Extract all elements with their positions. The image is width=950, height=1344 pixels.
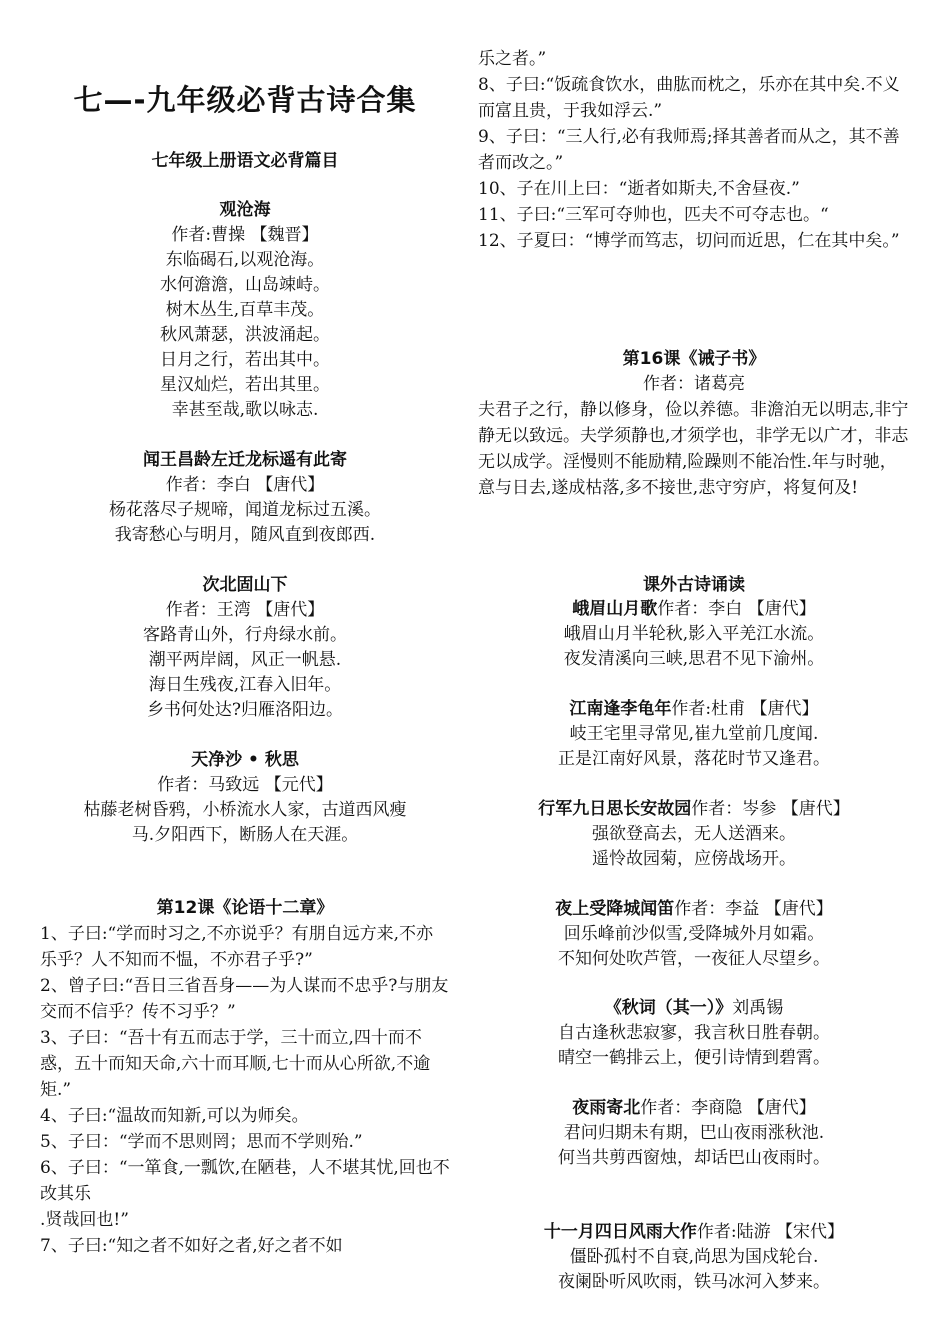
poem-tian-jing-sha	[40, 747, 450, 848]
poem-author: 作者：李商隐 【唐代】	[640, 1098, 816, 1118]
poem-line: 马.夕阳西下，断肠人在天涯。	[131, 825, 359, 845]
poem-line: 东临碣石,以观沧海。	[165, 250, 325, 270]
poem-author: 作者:曹操 【魏晋】	[171, 225, 319, 245]
poem-line: 我寄愁心与明月，随风直到夜郎西.	[114, 525, 376, 545]
lunyu-paragraph: 1、子曰:“学而时习之,不亦说乎？有朋自远方来,不亦乐乎？人不知而不愠，不亦君子乎?”	[40, 924, 434, 970]
poem-author: 作者:陆游 【宋代】	[696, 1222, 845, 1242]
poem-author: 作者：李益 【唐代】	[674, 899, 833, 919]
lunyu-paragraph: 5、子曰：“学而不思则罔；思而不学则殆.”	[40, 1132, 363, 1152]
lunyu-paragraph: .贤哉回也!”	[40, 1210, 129, 1230]
poem-line: 杨花落尽子规啼，闻道龙标过五溪。	[109, 500, 381, 520]
lunyu-paragraph: 乐之者。”	[478, 49, 547, 69]
extra-poem-fengyu	[478, 1220, 910, 1295]
poem-line: 僵卧孤村不自衰,尚思为国戍轮台.	[569, 1247, 819, 1267]
poem-line: 海日生残夜,江春入旧年。	[148, 675, 342, 695]
lunyu-paragraph: 11、子曰:“三军可夺帅也，匹夫不可夺志也。“	[478, 205, 829, 225]
poem-line: 不知何处吹芦管，一夜征人尽望乡。	[558, 949, 830, 969]
poem-line: 何当共剪西窗烛，却话巴山夜雨时。	[558, 1148, 830, 1168]
poem-line: 岐王宅里寻常见,崔九堂前几度闻.	[569, 724, 819, 744]
poem-line: 正是江南好风景，落花时节又逢君。	[558, 749, 830, 769]
poem-author: 作者：岑参 【唐代】	[691, 799, 850, 819]
poem-line: 日月之行，若出其中。	[160, 350, 330, 370]
extra-poem-xingjun	[478, 797, 910, 872]
poem-line: 峨眉山月半轮秋,影入平羌江水流。	[563, 624, 825, 644]
extra-poem-emei	[478, 597, 910, 672]
poem-line: 树木丛生,百草丰茂。	[165, 300, 325, 320]
poem-line: 遥怜故园菊，应傍战场开。	[592, 849, 796, 869]
poem-author: 作者：王湾 【唐代】	[165, 600, 325, 620]
poem-line: 秋风萧瑟，洪波涌起。	[160, 325, 330, 345]
lunyu-paragraph: 10、子在川上曰：“逝者如斯夫,不舍昼夜.”	[478, 179, 800, 199]
poem-line: 乡书何处达?归雁洛阳边。	[146, 700, 344, 720]
lunyu-paragraph: 8、子曰:“饭疏食饮水，曲肱而枕之，乐亦在其中矣.不义而富且贵，于我如浮云.”	[478, 75, 900, 121]
poem-line: 幸甚至哉,歌以咏志.	[171, 400, 319, 420]
poem-title: 江南逢李龟年	[569, 699, 672, 719]
poem-header	[478, 1220, 910, 1245]
jiezi-author: 作者：诸葛亮	[643, 374, 745, 394]
lunyu-title: 第12课《论语十二章》	[156, 898, 334, 918]
lunyu-paragraph: 6、子曰：“一箪食,一瓢饮,在陋巷，人不堪其忧,回也不改其乐	[40, 1158, 450, 1204]
poem-line: 回乐峰前沙似雪,受降城外月如霜。	[563, 924, 825, 944]
poem-line: 客路青山外，行舟绿水前。	[143, 625, 347, 645]
lunyu-paragraph: 2、曾子曰:“吾日三省吾身——为人谋而不忠乎?与朋友交而不信乎？传不习乎？”	[40, 976, 449, 1022]
poem-title: 行军九日思长安故园	[538, 799, 692, 819]
poem-title: 峨眉山月歌	[572, 599, 658, 619]
poem-author: 作者：李白 【唐代】	[165, 475, 325, 495]
lunyu-section	[40, 895, 450, 1259]
jiezi-section	[478, 346, 910, 501]
extra-poem-qiuci	[478, 996, 910, 1071]
poem-title: 天净沙 • 秋思	[191, 750, 299, 770]
poem-line: 君问归期未有期，巴山夜雨涨秋池.	[563, 1123, 825, 1143]
poem-title: 《秋词（其一）》	[604, 998, 733, 1018]
poem-wen-wang-changling	[40, 447, 450, 548]
poem-author: 作者：马致远 【元代】	[157, 775, 333, 795]
jiezi-text: 夫君子之行，静以修身，俭以养德。非澹泊无以明志,非宁静无以致远。夫学须静也,才须学也，非学无以广才，非志无以成学。淫慢则不能励精,险躁则不能冶性.年与时驰，意与日去,遂成枯落,多不接世,悲守穷庐，将复何及!	[478, 400, 909, 498]
lunyu-paragraph: 3、子曰：“吾十有五而志于学，三十而立,四十而不惑，五十而知天命,六十而耳顺,七十而从心所欲,不逾矩.”	[40, 1028, 431, 1100]
poem-author: 作者：李白 【唐代】	[657, 599, 816, 619]
poem-author: 刘禹锡	[732, 998, 784, 1018]
poem-line: 枯藤老树昏鸦，小桥流水人家，古道西风瘦	[83, 800, 407, 820]
jiezi-title: 第16课《诫子书》	[622, 349, 766, 369]
poem-line: 水何澹澹，山岛竦峙。	[160, 275, 330, 295]
poem-line: 夜阑卧听风吹雨，铁马冰河入梦来。	[558, 1272, 830, 1292]
extra-poem-jiangnan	[478, 697, 910, 772]
poem-title: 十一月四日风雨大作	[543, 1222, 697, 1242]
extra-heading: 课外古诗诵读	[643, 575, 745, 595]
poem-line: 自古逢秋悲寂寥，我言秋日胜春朝。	[558, 1023, 830, 1043]
poem-line: 夜发清溪向三峡,思君不见下渝州。	[563, 649, 825, 669]
poem-ci-bei-gu-shan	[40, 572, 450, 723]
poem-guan-cang-hai	[40, 197, 450, 423]
extra-poem-yeyu	[478, 1096, 910, 1171]
poem-header	[478, 996, 910, 1021]
lunyu-paragraph: 9、子曰：“三人行,必有我师焉;择其善者而从之，其不善者而改之。”	[478, 127, 900, 173]
poem-title: 夜上受降城闻笛	[555, 899, 675, 919]
poem-title: 观沧海	[219, 200, 271, 220]
poem-header	[478, 597, 910, 622]
poem-author: 作者:杜甫 【唐代】	[671, 699, 819, 719]
section-heading: 七年级上册语文必背篇目	[151, 151, 339, 171]
poem-title: 闻王昌龄左迁龙标遥有此寄	[143, 450, 347, 470]
lunyu-paragraph: 7、子曰:“知之者不如好之者,好之者不如	[40, 1236, 343, 1256]
poem-header	[478, 897, 910, 922]
poem-title: 夜雨寄北	[572, 1098, 641, 1118]
extra-poem-shouxiangcheng	[478, 897, 910, 972]
lunyu-paragraph: 4、子曰:“温故而知新,可以为师矣。	[40, 1106, 309, 1126]
lunyu-continued	[478, 46, 910, 254]
poem-header	[478, 697, 910, 722]
poem-line: 星汉灿烂，若出其里。	[160, 375, 330, 395]
poem-line: 晴空一鹤排云上，便引诗情到碧霄。	[558, 1048, 830, 1068]
poem-header	[478, 1096, 910, 1121]
document-title: 七—-九年级必背古诗合集	[73, 83, 417, 117]
poem-header	[478, 797, 910, 822]
poem-title: 次北固山下	[202, 575, 288, 595]
poem-line: 强欲登高去，无人送酒来。	[592, 824, 796, 844]
lunyu-paragraph: 12、子夏曰：“博学而笃志，切问而近思，仁在其中矣。”	[478, 231, 900, 251]
poem-line: 潮平两岸阔，风正一帆悬.	[148, 650, 342, 670]
